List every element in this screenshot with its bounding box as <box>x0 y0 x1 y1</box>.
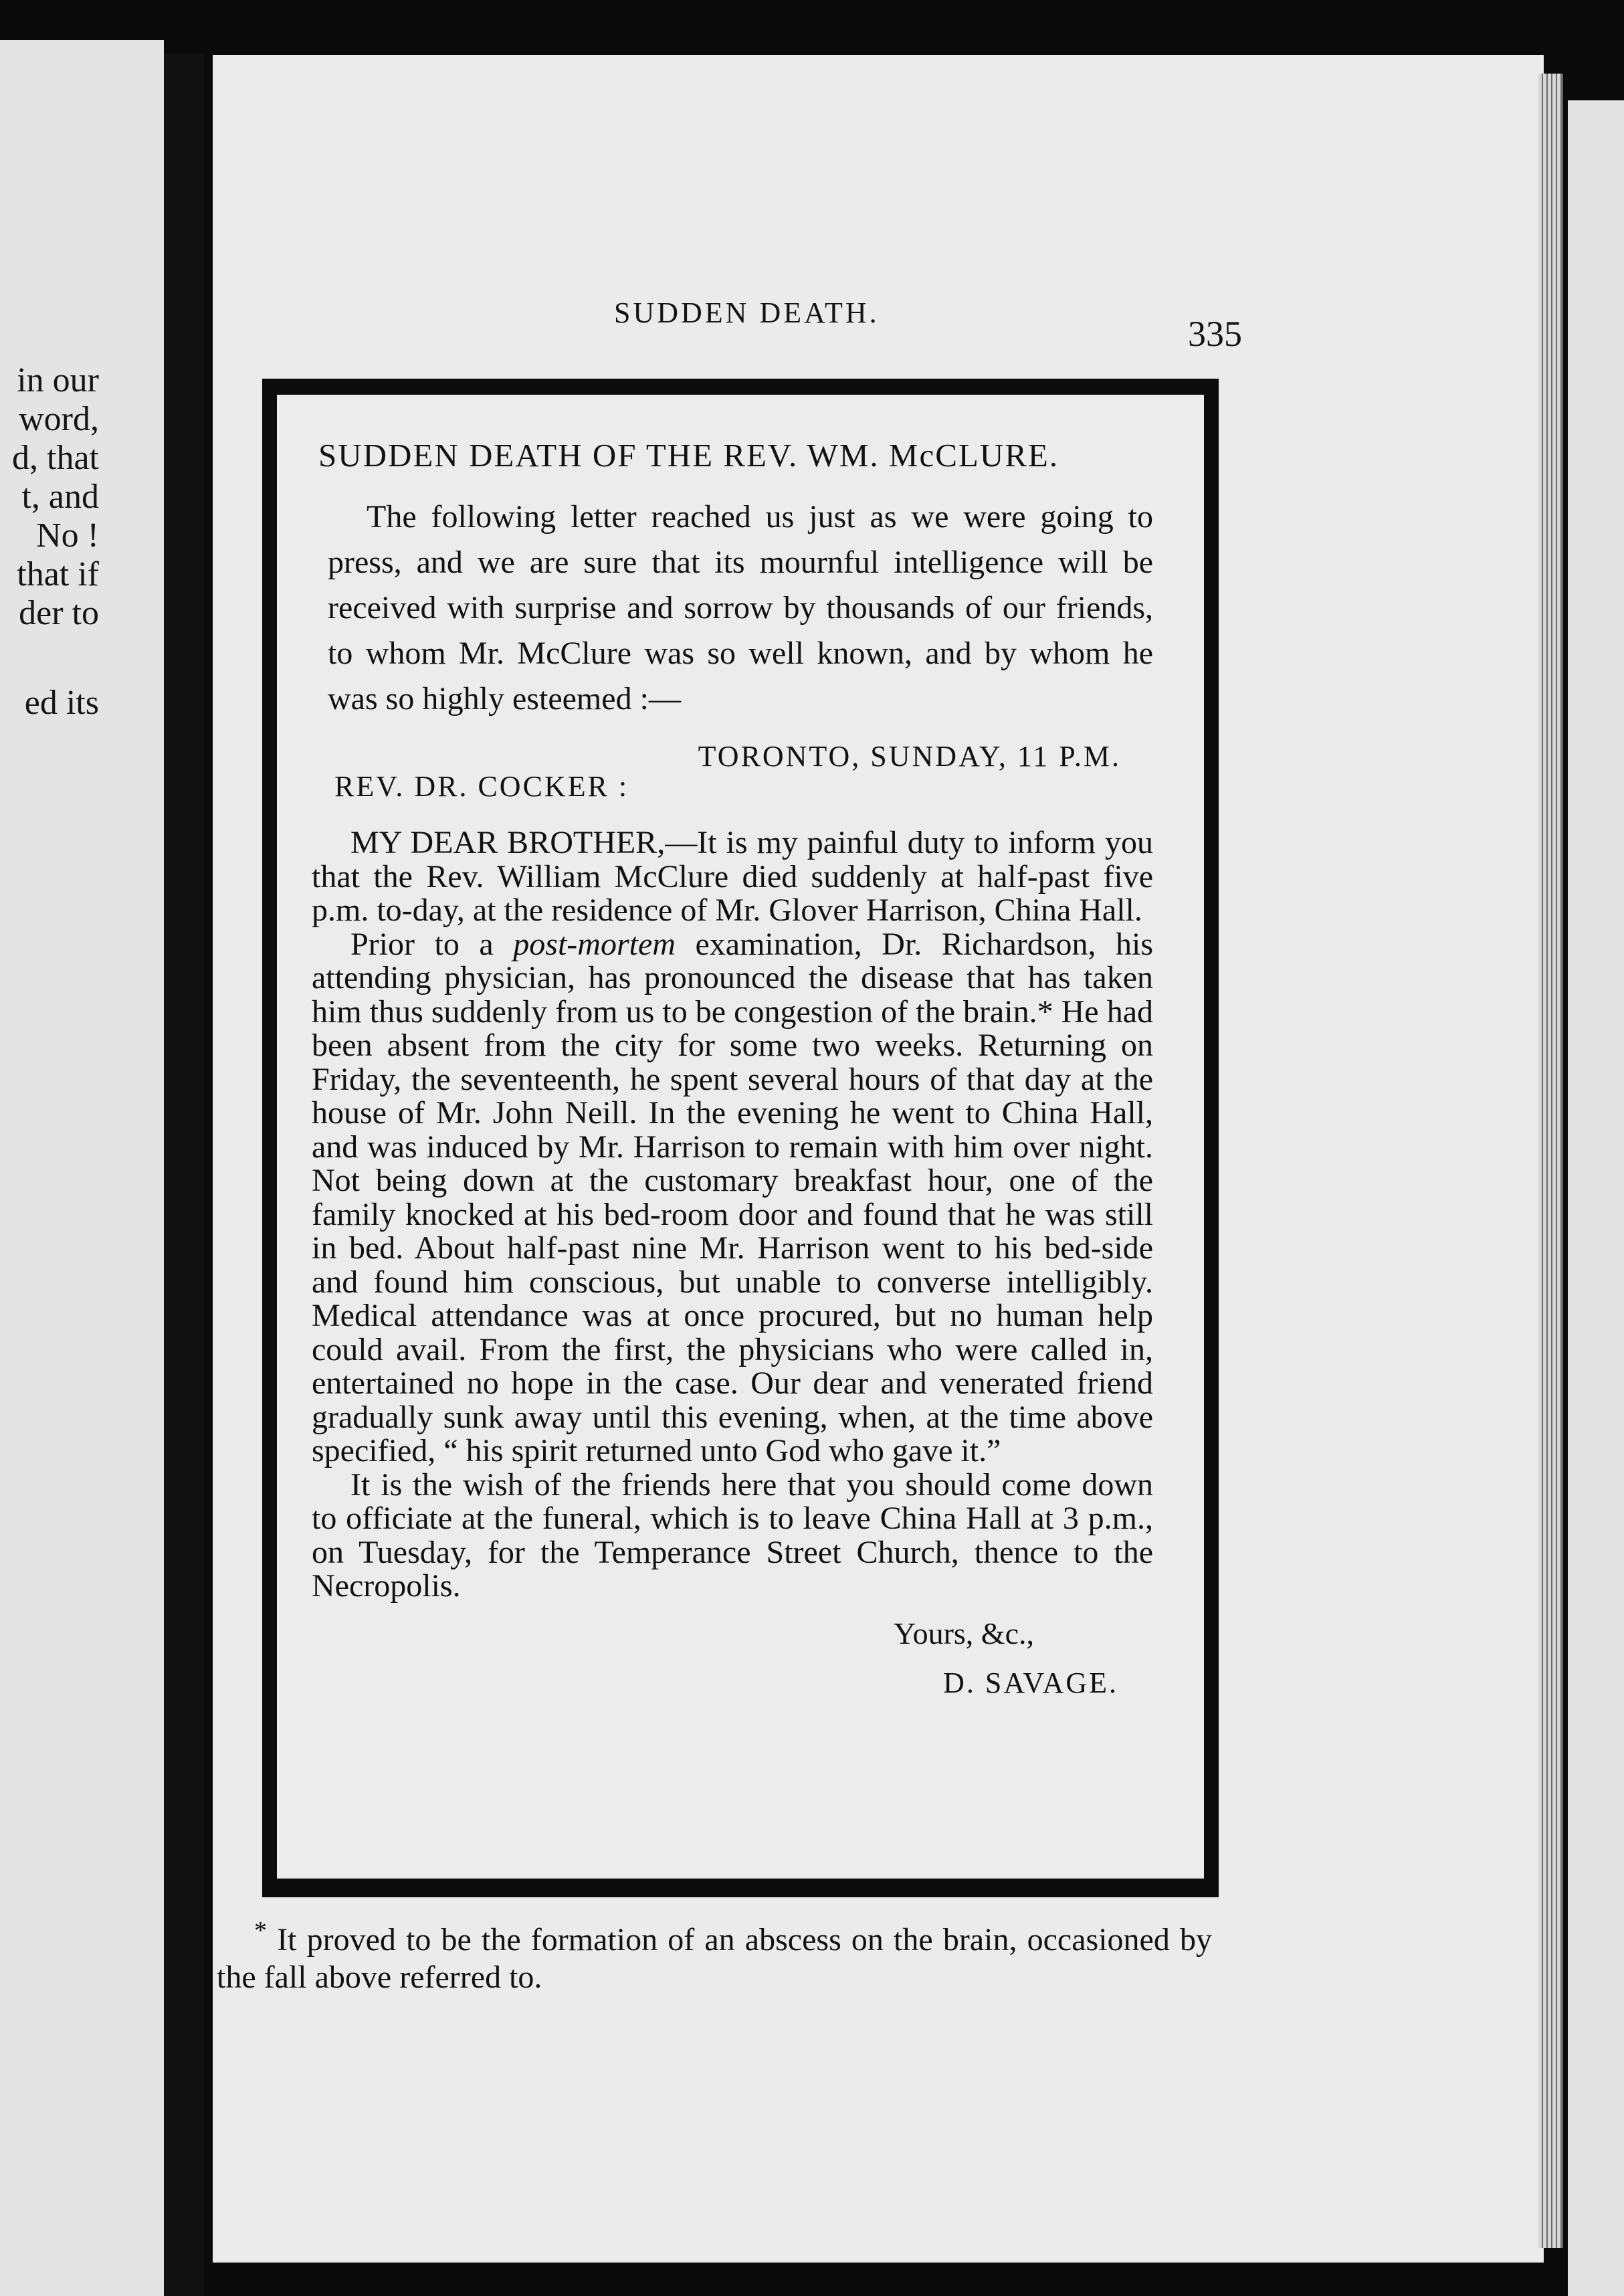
letter-text: Prior to a <box>350 926 514 962</box>
notice-heading: SUDDEN DEATH OF THE REV. WM. McCLURE. <box>318 437 1059 474</box>
page-edges <box>1538 74 1562 2248</box>
letter-dateline: TORONTO, SUNDAY, 11 P.M. <box>698 740 1121 773</box>
footnote <box>217 1912 1212 1996</box>
facing-line: der to <box>19 594 99 632</box>
facing-page-text <box>0 361 99 723</box>
footnote-marker: * <box>254 1917 267 1945</box>
facing-line: in our <box>17 361 99 399</box>
facing-line: No ! <box>36 516 99 555</box>
facing-line: word, <box>19 400 99 438</box>
letter-closing: Yours, &c., <box>893 1616 1034 1650</box>
letter-italic: post-mortem <box>513 926 676 962</box>
letter-text: —It is my painful duty to inform you that the Rev. William McClure died suddenly at half-past five p.m. to-day, at the residence of Mr. Glover Harrison, China Hall. <box>312 825 1153 928</box>
facing-line: d, that <box>12 439 99 477</box>
facing-line: t, and <box>21 478 99 516</box>
letter-opening: MY DEAR BROTHER, <box>350 825 666 860</box>
running-head: SUDDEN DEATH. <box>614 296 880 329</box>
letter-paragraph <box>312 1468 1153 1604</box>
letter-salutation: REV. DR. COCKER : <box>334 770 629 803</box>
footnote-text: It proved to be the formation of an abscess on the brain, occasioned by the fall above referred to. <box>217 1922 1212 1995</box>
letter-signature: D. SAVAGE. <box>943 1666 1118 1699</box>
letter-body <box>312 826 1153 1604</box>
page-number: 335 <box>1188 314 1242 354</box>
facing-line: ed its <box>24 684 99 722</box>
facing-gap <box>0 633 99 684</box>
facing-line: that if <box>17 555 99 593</box>
letter-paragraph <box>312 928 1153 1468</box>
notice-panel <box>312 411 1173 1700</box>
letter-paragraph <box>312 826 1153 928</box>
next-page-strip <box>1568 100 1624 2296</box>
notice-intro: The following letter reached us just as we were going to press, and we are sure that its mournful intelligence will be received with surprise and sorrow by thousands of our friends, to whom Mr. McClure was so well known, and by whom he was so highly esteemed :— <box>328 499 1153 716</box>
letter-text: It is the wish of the friends here that you should come down to officiate at the funeral, which is to leave China Hall at 3 p.m., on Tuesday, for the Temperance Street Church, thence to the Necropolis. <box>312 1466 1153 1604</box>
letter-text: examination, Dr. Richardson, his attending physician, has pronounced the disease that has taken him thus suddenly from us to be congestion of the brain.* He had been absent from the city for some two weeks. Returning on Friday, the seventeenth, he spent several hours of that day at the house of Mr. John Neill. In the evening he went to China Hall, and was induced by Mr. Harrison to remain with him over night. Not being down at the customary breakfast hour, one of the family knocked at his bed-room door and found that he was still in bed. About half-past nine Mr. Harrison went to his bed-side and found him conscious, but unable to converse intelligibly. Medical attendance was at once procured, but no human help could avail. From the first, the physicians who were called in, entertained no hope in the case. Our dear and venerated friend gradually sunk away until this evening, when, at the time above specified, “ his spirit returned unto God who gave it.” <box>312 926 1154 1468</box>
book-gutter <box>164 54 204 2296</box>
